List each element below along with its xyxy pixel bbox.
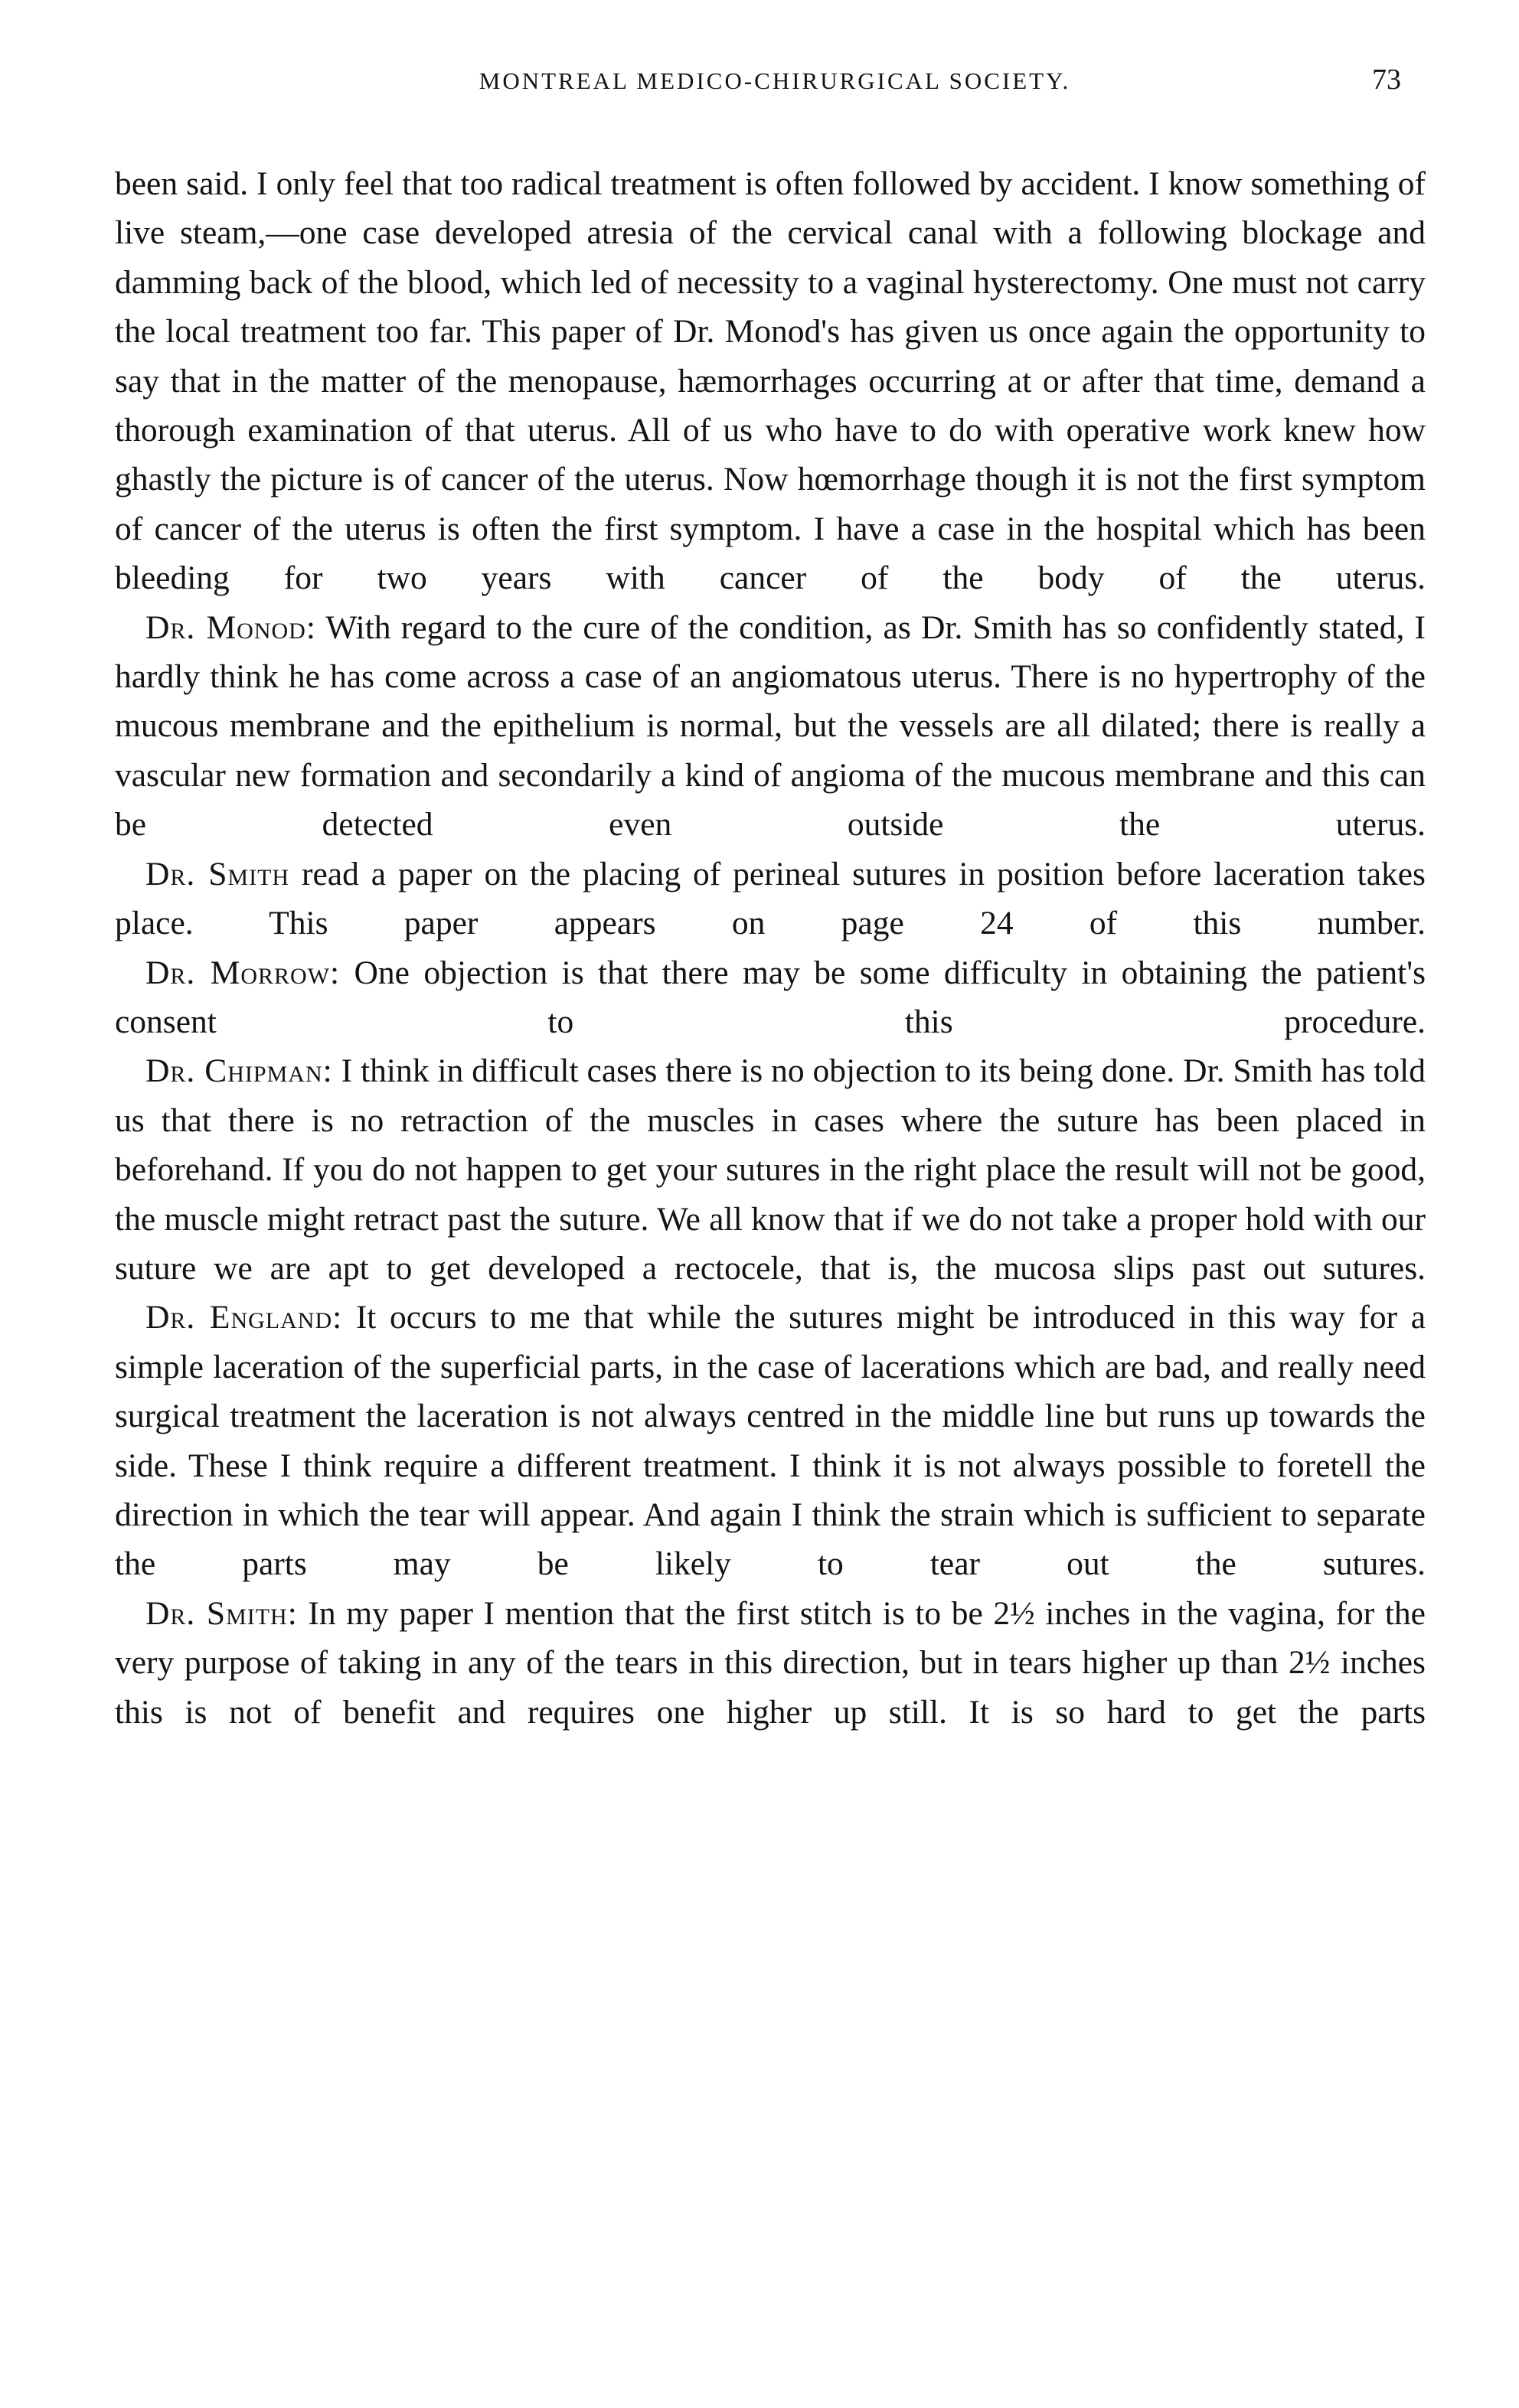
paragraph-dr-smith-paper [115, 850, 1426, 948]
speaker-name: Dr. Smith [145, 855, 290, 892]
page-number: 73 [1372, 64, 1401, 96]
paragraph-text: With regard to the cure of the condition, as Dr. Smith has so confidently stated, I hardly think he has come across a case of an angiomatous uterus. There is no hypertrophy of the mucous membrane and the epithelium is normal, but the vessels are all dilated; there is really a vascular new formation and secondarily a kind of angioma of the mucous membrane and this can be detected even outside the uterus. [115, 609, 1426, 843]
paragraph-continuation [115, 159, 1426, 603]
speaker-name: Dr. Morrow: [145, 954, 341, 991]
paragraph-dr-monod [115, 603, 1426, 850]
paragraph-text: It occurs to me that while the sutures might be introduced in this way for a simple laceration of the superficial parts, in the case of lacerations which are bad, and really need surgical treatment the laceration is not always centred in the middle line but runs up towards the side. These I think require a different treatment. I think it is not always possible to foretell the direction in which the tear will appear. And again I think the strain which is sufficient to separate the parts may be likely to tear out the sutures. [115, 1299, 1426, 1583]
paragraph-dr-england [115, 1293, 1426, 1588]
paragraph-text: I think in difficult cases there is no objection to its being done. Dr. Smith has told us that there is no retraction of the muscles in cases where the suture has been placed in beforehand. If you do not happen to get your sutures in the right place the result will not be good, the muscle might retract past the suture. We all know that if we do not take a proper hold with our suture we are apt to get developed a rectocele, that is, the mucosa slips past out sutures. [115, 1052, 1426, 1287]
speaker-name: Dr. Monod: [145, 609, 316, 646]
speaker-name: Dr. Chipman: [145, 1052, 333, 1090]
body-text [115, 159, 1426, 1737]
paragraph-text: In my paper I mention that the first stitch is to be 2½ inches in the vagina, for the very purpose of taking in any of the tears in this direction, but in tears higher up than 2½ inches this is not of benefit and requires one higher up still. It is so hard to get the parts [115, 1594, 1426, 1731]
paragraph-text: been said. I only feel that too radical treatment is often followed by accident. I know something of live steam,—one case developed atresia of the cervical canal with a following blockage and damming back of the blood, which led of necessity to a vaginal hysterectomy. One must not carry the local treatment too far. This paper of Dr. Monod's has given us once again the opportunity to say that in the matter of the menopause, hæmorrhages occurring at or after that time, demand a thorough examination of that uterus. All of us who have to do with operative work knew how ghastly the picture is of cancer of the uterus. Now hœmorrhage though it is not the first symptom of cancer of the uterus is often the first symptom. I have a case in the hospital which has been bleeding for two years with cancer of the body of the uterus. [115, 165, 1426, 597]
paragraph-dr-smith-reply [115, 1589, 1426, 1737]
speaker-name: Dr. Smith: [145, 1594, 298, 1632]
paragraph-text: read a paper on the placing of perineal sutures in position before laceration takes place. This paper appears on page 24 of this number. [115, 855, 1426, 942]
paragraph-text: One objection is that there may be some difficulty in obtaining the patient's consent to this procedure. [115, 954, 1426, 1040]
running-head: MONTREAL MEDICO-CHIRURGICAL SOCIETY. [479, 67, 1071, 94]
speaker-name: Dr. England: [145, 1299, 343, 1336]
paragraph-dr-morrow [115, 948, 1426, 1047]
paragraph-dr-chipman [115, 1046, 1426, 1293]
page-header [115, 64, 1435, 113]
